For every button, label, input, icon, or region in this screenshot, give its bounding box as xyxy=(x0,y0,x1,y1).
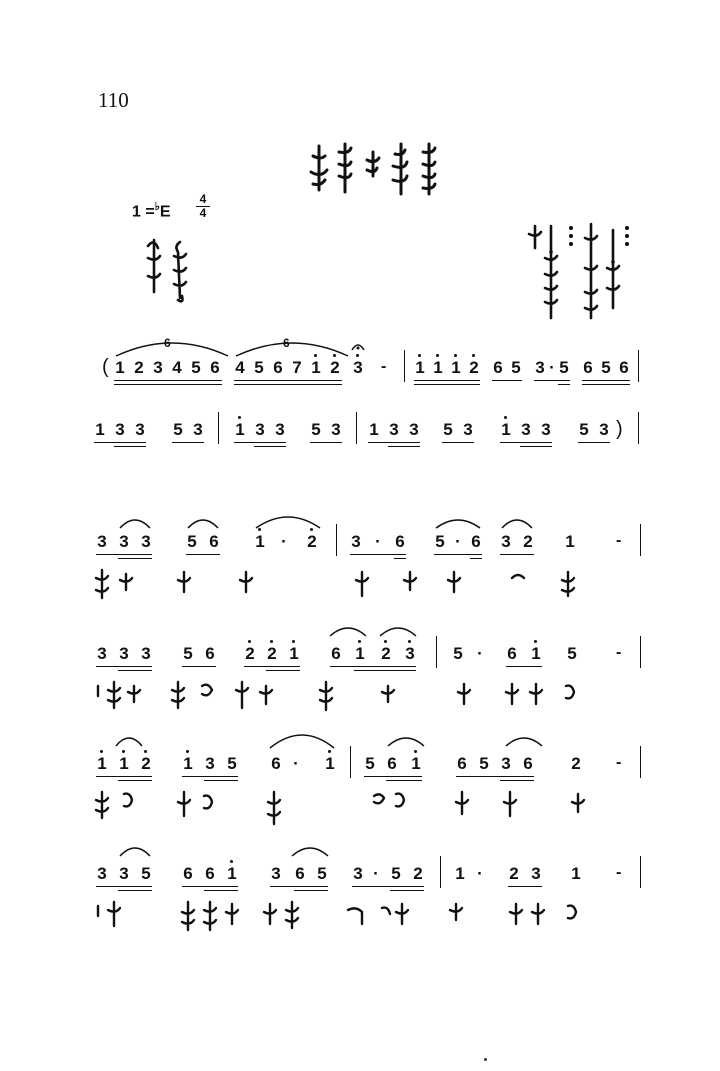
underline xyxy=(354,670,416,671)
note: 3 xyxy=(501,532,511,551)
underline xyxy=(578,442,610,443)
slur xyxy=(378,622,418,638)
barline xyxy=(404,350,405,382)
time-denominator: 4 xyxy=(199,206,207,220)
note: 3 xyxy=(389,420,399,439)
underline xyxy=(470,558,482,559)
underline xyxy=(558,384,570,385)
note: 5 xyxy=(173,420,183,439)
underline xyxy=(386,780,422,781)
dash: - xyxy=(616,864,622,881)
underline xyxy=(270,886,328,887)
note: 6 xyxy=(619,358,629,377)
note: 5 xyxy=(453,644,463,663)
note: 5 xyxy=(443,420,453,439)
note: 1 xyxy=(354,644,366,664)
note: 5 xyxy=(183,644,193,663)
speck xyxy=(484,1058,487,1061)
note: 3 xyxy=(255,420,265,439)
note: 3 xyxy=(501,754,511,773)
slur xyxy=(268,728,336,750)
note: 2 xyxy=(509,864,519,883)
note: 2 xyxy=(571,754,581,773)
note: 2 xyxy=(244,644,256,664)
note: 1 xyxy=(95,420,105,439)
dot: · xyxy=(549,358,555,377)
underline xyxy=(204,890,238,891)
note: 6 xyxy=(523,754,533,773)
note: 6 xyxy=(507,644,517,663)
note: 5 xyxy=(391,864,401,883)
barline xyxy=(350,746,351,778)
note: 3 xyxy=(599,420,609,439)
underline xyxy=(118,670,152,671)
note: 3 xyxy=(541,420,551,439)
key-note: E xyxy=(159,203,171,221)
underline xyxy=(368,442,420,443)
note: 6 xyxy=(387,754,397,773)
note: 1 xyxy=(565,532,575,551)
note: 1 xyxy=(500,420,512,440)
time-signature xyxy=(196,193,210,220)
note: 3 xyxy=(205,754,215,773)
note: 6 xyxy=(583,358,593,377)
barline xyxy=(640,524,641,556)
barline xyxy=(440,856,441,888)
slur xyxy=(386,732,426,748)
slur xyxy=(118,514,152,530)
note: 6 xyxy=(331,644,341,663)
underline xyxy=(364,776,422,777)
barline xyxy=(356,412,357,444)
underline xyxy=(434,554,482,555)
underline xyxy=(294,890,328,891)
slur xyxy=(186,514,220,530)
note: 3 xyxy=(97,644,107,663)
dot: · xyxy=(455,532,461,551)
note: 1 xyxy=(182,754,194,774)
key-signature xyxy=(132,200,171,221)
dot: · xyxy=(281,532,287,551)
dot: · xyxy=(293,754,299,773)
note: 1 xyxy=(450,358,462,378)
note: 5 xyxy=(567,644,577,663)
note: 3 xyxy=(331,420,341,439)
dot: · xyxy=(477,864,483,883)
note: 3 xyxy=(404,644,416,664)
dash: - xyxy=(381,358,387,375)
note: 3 xyxy=(115,420,125,439)
underline xyxy=(582,384,630,385)
note: 3 xyxy=(193,420,203,439)
underline xyxy=(182,886,238,887)
underline xyxy=(414,384,480,385)
flat-accidental: ♭ xyxy=(154,201,160,213)
underline xyxy=(118,780,152,781)
note-fermata: 3 xyxy=(352,358,364,378)
fermata-icon xyxy=(350,340,366,352)
mongolian-lyrics-line-2 xyxy=(92,680,612,714)
underline xyxy=(508,886,542,887)
note: 6 xyxy=(273,358,283,377)
dot: · xyxy=(373,864,379,883)
slur xyxy=(434,514,482,530)
note: 3 xyxy=(97,532,107,551)
underline xyxy=(534,380,570,381)
barline xyxy=(638,350,639,382)
underline xyxy=(442,442,474,443)
note: 6 xyxy=(205,644,215,663)
note: 2 xyxy=(134,358,144,377)
underline xyxy=(94,442,146,443)
note: 1 xyxy=(324,754,336,774)
note: 1 xyxy=(96,754,108,774)
note: 1 xyxy=(455,864,465,883)
note: 2 xyxy=(329,358,341,378)
page-number: 110 xyxy=(98,88,129,112)
note: 1 xyxy=(571,864,581,883)
underline xyxy=(96,776,152,777)
note: 1 xyxy=(234,420,246,440)
note: 6 xyxy=(209,532,219,551)
note: 6 xyxy=(457,754,467,773)
slur xyxy=(118,842,152,858)
note: 7 xyxy=(292,358,302,377)
underline xyxy=(506,666,542,667)
note: 3 xyxy=(153,358,163,377)
note: 3 xyxy=(275,420,285,439)
dash: - xyxy=(616,644,622,661)
barline xyxy=(638,412,639,444)
note: 6 xyxy=(493,358,503,377)
underline xyxy=(582,380,630,381)
note: 5 xyxy=(559,358,569,377)
slur xyxy=(504,732,544,748)
note: 1 xyxy=(414,358,426,378)
open-paren: ( xyxy=(102,356,109,378)
underline xyxy=(388,446,420,447)
underline xyxy=(456,776,534,777)
note: 1 xyxy=(288,644,300,664)
note: 3 xyxy=(351,532,361,551)
note: 6 xyxy=(210,358,220,377)
mongolian-lyrics-line-1 xyxy=(92,568,612,602)
underline xyxy=(234,384,342,385)
underline xyxy=(492,380,522,381)
note: 5 xyxy=(479,754,489,773)
underline xyxy=(500,442,552,443)
underline xyxy=(234,380,342,381)
underline xyxy=(266,670,300,671)
tuplet-number: 6 xyxy=(283,336,290,350)
note: 1 xyxy=(410,754,422,774)
underline xyxy=(520,446,552,447)
underline xyxy=(394,558,406,559)
underline xyxy=(182,776,238,777)
note: 6 xyxy=(183,864,193,883)
underline xyxy=(500,554,534,555)
note: 4 xyxy=(235,358,245,377)
underline xyxy=(390,890,424,891)
barline xyxy=(336,524,337,556)
close-paren: ) xyxy=(616,418,623,440)
tuplet-number: 6 xyxy=(164,336,171,350)
barline xyxy=(436,636,437,668)
note: 3 xyxy=(119,864,129,883)
underline xyxy=(114,380,222,381)
mongolian-lyrics-line-3 xyxy=(92,790,612,828)
underline xyxy=(96,554,152,555)
note: 3 xyxy=(463,420,473,439)
underline xyxy=(96,886,152,887)
underline xyxy=(186,554,220,555)
mongolian-tempo-marking xyxy=(140,236,210,308)
note: 6 xyxy=(471,532,481,551)
note: 2 xyxy=(523,532,533,551)
note: 5 xyxy=(601,358,611,377)
note: 1 xyxy=(254,532,266,552)
note: 1 xyxy=(369,420,379,439)
time-numerator: 4 xyxy=(199,192,207,206)
underline xyxy=(114,446,146,447)
note: 2 xyxy=(306,532,318,552)
note: 5 xyxy=(365,754,375,773)
underline xyxy=(254,446,286,447)
note: 3 xyxy=(271,864,281,883)
slur xyxy=(500,514,534,530)
note: 5 xyxy=(187,532,197,551)
note: 5 xyxy=(311,420,321,439)
slur xyxy=(112,334,232,360)
slur xyxy=(114,732,144,748)
note: 3 xyxy=(535,358,545,377)
underline xyxy=(310,442,342,443)
note: 3 xyxy=(97,864,107,883)
underline xyxy=(500,780,534,781)
slur xyxy=(254,510,322,530)
underline xyxy=(244,666,300,667)
note: 1 xyxy=(115,358,125,377)
slur xyxy=(328,622,368,638)
note: 1 xyxy=(432,358,444,378)
note: 3 xyxy=(531,864,541,883)
dash: - xyxy=(616,532,622,549)
underline xyxy=(330,666,416,667)
barline xyxy=(218,412,219,444)
note: 6 xyxy=(395,532,405,551)
mongolian-credits xyxy=(525,218,635,330)
underline xyxy=(182,666,216,667)
note: 5 xyxy=(317,864,327,883)
note: 6 xyxy=(271,754,281,773)
note: 3 xyxy=(119,644,129,663)
barline xyxy=(640,636,641,668)
note: 1 xyxy=(226,864,238,884)
note: 2 xyxy=(140,754,152,774)
note: 5 xyxy=(511,358,521,377)
underline xyxy=(352,886,424,887)
note: 1 xyxy=(118,754,130,774)
note: 5 xyxy=(227,754,237,773)
note: 5 xyxy=(141,864,151,883)
note: 5 xyxy=(254,358,264,377)
barline xyxy=(640,856,641,888)
dash: - xyxy=(616,754,622,771)
note: 3 xyxy=(521,420,531,439)
underline xyxy=(118,558,152,559)
underline xyxy=(114,384,222,385)
underline xyxy=(96,666,152,667)
note: 6 xyxy=(205,864,215,883)
note: 5 xyxy=(435,532,445,551)
note: 2 xyxy=(266,644,278,664)
underline xyxy=(350,554,406,555)
note: 6 xyxy=(295,864,305,883)
dot: · xyxy=(375,532,381,551)
underline xyxy=(414,380,480,381)
note: 2 xyxy=(468,358,480,378)
note: 3 xyxy=(135,420,145,439)
note: 1 xyxy=(310,358,322,378)
note: 5 xyxy=(579,420,589,439)
slur xyxy=(290,842,330,858)
key-prefix: 1 = xyxy=(132,203,155,221)
note: 3 xyxy=(119,532,129,551)
dot: · xyxy=(477,644,483,663)
note: 3 xyxy=(141,644,151,663)
underline xyxy=(204,780,238,781)
mongolian-title xyxy=(305,140,455,200)
note: 3 xyxy=(353,864,363,883)
note: 2 xyxy=(413,864,423,883)
note: 3 xyxy=(141,532,151,551)
underline xyxy=(234,442,286,443)
note: 1 xyxy=(530,644,542,664)
note: 4 xyxy=(172,358,182,377)
underline xyxy=(118,890,152,891)
barline xyxy=(640,746,641,778)
note: 5 xyxy=(191,358,201,377)
mongolian-lyrics-line-4 xyxy=(92,900,612,936)
note: 2 xyxy=(380,644,392,664)
note: 3 xyxy=(409,420,419,439)
underline xyxy=(172,442,204,443)
